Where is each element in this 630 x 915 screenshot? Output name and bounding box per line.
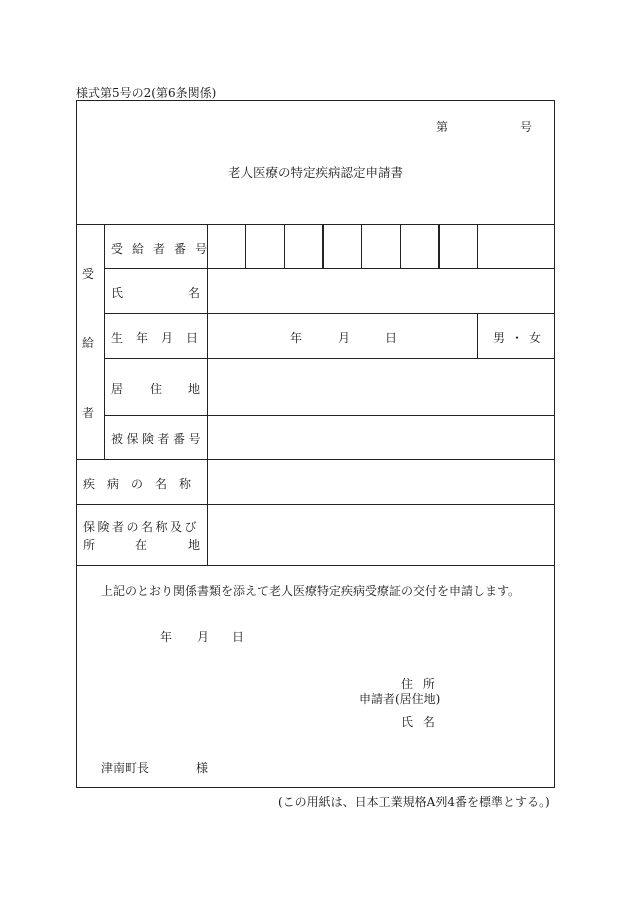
- digit-box-divider: [361, 224, 362, 268]
- group-label-sha: 者: [81, 406, 94, 420]
- birth-year: 年: [290, 331, 303, 345]
- label-address-1: 居: [111, 382, 124, 396]
- label-insurer-line1: 保険者の名称及び: [83, 520, 200, 534]
- rule-row-2: [104, 313, 555, 314]
- label-name-2: 名: [188, 286, 201, 300]
- label-insurer-loc-3: 地: [188, 538, 201, 552]
- label-insurer-loc-1: 所: [83, 538, 96, 552]
- addressee-to: 津南町長: [101, 761, 150, 775]
- applicant-address-label: 住 所: [401, 677, 438, 691]
- statement-text: 上記のとおり関係書類を添えて老人医療特定疾病受療証の交付を申請します。: [101, 584, 521, 598]
- birth-day: 日: [385, 331, 398, 345]
- applicant-label: 申請者(居住地): [359, 692, 441, 706]
- rule-below-title: [76, 224, 555, 225]
- date-month: 月: [197, 630, 210, 644]
- label-address-3: 地: [188, 382, 201, 396]
- rule-sex-divider: [477, 313, 478, 358]
- footnote: (この用紙は、日本工業規格A列4番を標準とする。): [278, 795, 550, 809]
- date-day: 日: [232, 630, 245, 644]
- form-label: 様式第5号の2(第6条関係): [76, 86, 217, 100]
- number-go: 号: [520, 120, 533, 134]
- group-label-kyu: 給: [81, 336, 94, 350]
- rule-row-4: [104, 415, 555, 416]
- date-year: 年: [160, 630, 173, 644]
- number-dai: 第: [436, 120, 449, 134]
- label-birthdate: 生年月日: [111, 331, 212, 345]
- digit-box-divider: [284, 224, 285, 268]
- rule-digit-end: [477, 224, 478, 268]
- rule-row-6: [76, 504, 555, 505]
- page-title: 老人医療の特定疾病認定申請書: [227, 165, 403, 180]
- birth-month: 月: [338, 331, 351, 345]
- label-recipient-number: 受給者番号: [111, 242, 217, 256]
- label-insured-number: 被保険者番号: [111, 432, 205, 446]
- addressee-sama: 様: [196, 761, 209, 775]
- rule-row-5: [76, 459, 555, 460]
- rule-label-divider: [207, 224, 208, 565]
- label-name-1: 氏: [111, 286, 124, 300]
- digit-box-divider-thick: [322, 224, 324, 268]
- digit-box-divider: [245, 224, 246, 268]
- label-address-2: 住: [150, 382, 163, 396]
- group-label-ju: 受: [81, 267, 94, 281]
- label-disease-name: 疾病の名称: [83, 477, 204, 491]
- applicant-name-label: 氏 名: [401, 715, 438, 729]
- label-insurer-loc-2: 在: [135, 538, 148, 552]
- rule-row-7: [76, 565, 555, 566]
- digit-box-divider: [400, 224, 401, 268]
- sex-choice[interactable]: 男・女: [493, 331, 548, 345]
- rule-row-1: [104, 268, 555, 269]
- digit-box-divider-thick: [438, 224, 440, 268]
- rule-group-divider: [104, 224, 105, 459]
- rule-row-3: [104, 358, 555, 359]
